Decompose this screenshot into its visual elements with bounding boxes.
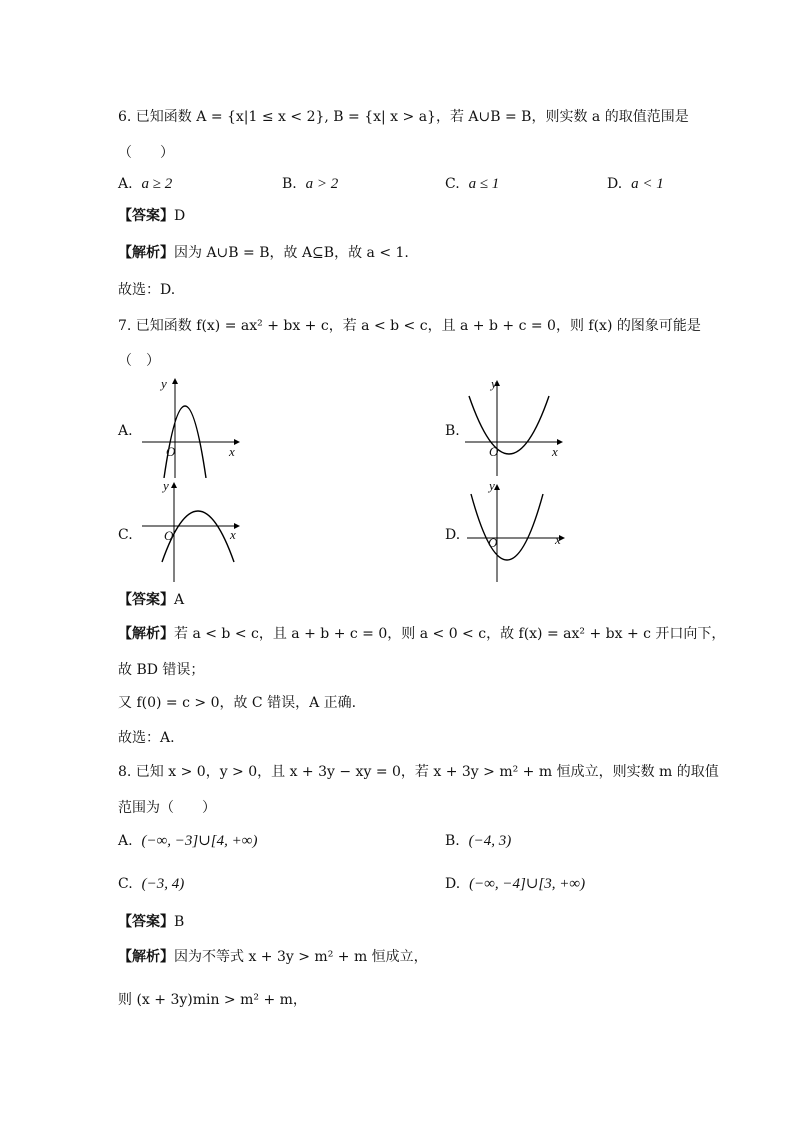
q7-graph-c [140,478,240,582]
q6-paren: （ ） [118,145,174,161]
q6-option-d: D. a < 1 [607,176,664,192]
q7-d-y-label: y [489,478,495,493]
q6-option-a: A. a ≥ 2 [118,176,173,192]
q8-analysis-1: 【解析】因为不等式 x + 3y > m² + m 恒成立， [118,949,428,965]
q7-paren: （ ） [118,353,160,369]
q6-stem: 6. 已知函数 A = {x|1 ≤ x < 2}, B = {x| x > a}，若 A∪B = B，则实数 a 的取值范围是 [118,109,689,125]
q7-a-origin-label: O [166,444,176,459]
q6-option-b: B. a > 2 [282,176,339,192]
q7-a-y-label: y [161,376,167,391]
q7-c-x-label: x [230,527,236,542]
q7-d-origin-label: O [488,535,498,550]
q7-analysis-1: 【解析】若 a < b < c，且 a + b + c = 0，则 a < 0 < c，故 f(x) = ax² + bx + c 开口向下， [118,626,726,642]
q7-option-b-label: B. [445,423,460,439]
q7-option-d-label: D. [445,527,461,543]
q6-analysis: 【解析】因为 A∪B = B，故 A⊆B，故 a < 1. [118,245,409,261]
q7-graph-a [138,374,240,478]
q7-analysis-3: 又 f(0) = c > 0，故 C 错误，A 正确. [118,695,357,711]
q8-option-c: C. (−3, 4) [118,876,185,892]
q7-c-y-label: y [163,478,169,493]
q7-a-x-label: x [229,444,235,459]
q7-analysis-2: 故 BD 错误； [118,662,205,678]
q8-option-a: A. (−∞, −3]∪[4, +∞) [118,833,258,849]
q8-stem: 8. 已知 x > 0，y > 0，且 x + 3y − xy = 0，若 x + 3y > m² + m 恒成立，则实数 m 的取值 [118,764,719,780]
q7-option-a-label: A. [118,423,133,439]
q8-analysis-2: 则 (x + 3y)min > m² + m， [118,992,307,1008]
q8-stem-2: 范围为（ ） [118,800,216,816]
q7-d-x-label: x [555,532,561,547]
q7-conclusion: 故选：A. [118,730,175,746]
q6-answer: 【答案】D [118,208,186,224]
q6-conclusion: 故选：D. [118,282,176,298]
q7-b-x-label: x [552,444,558,459]
q7-option-c-label: C. [118,527,133,543]
q7-answer: 【答案】A [118,592,185,608]
q8-answer: 【答案】B [118,914,185,930]
q8-option-b: B. (−4, 3) [445,833,512,849]
q7-graph-b [463,376,563,476]
q7-c-origin-label: O [164,528,174,543]
q7-b-y-label: y [491,376,497,391]
q6-option-c: C. a ≤ 1 [445,176,500,192]
q7-stem: 7. 已知函数 f(x) = ax² + bx + c，若 a < b < c，且 a + b + c = 0，则 f(x) 的图象可能是 [118,318,701,334]
q7-graph-d [465,480,565,582]
q8-option-d: D. (−∞, −4]∪[3, +∞) [445,876,586,892]
q7-b-origin-label: O [489,444,499,459]
